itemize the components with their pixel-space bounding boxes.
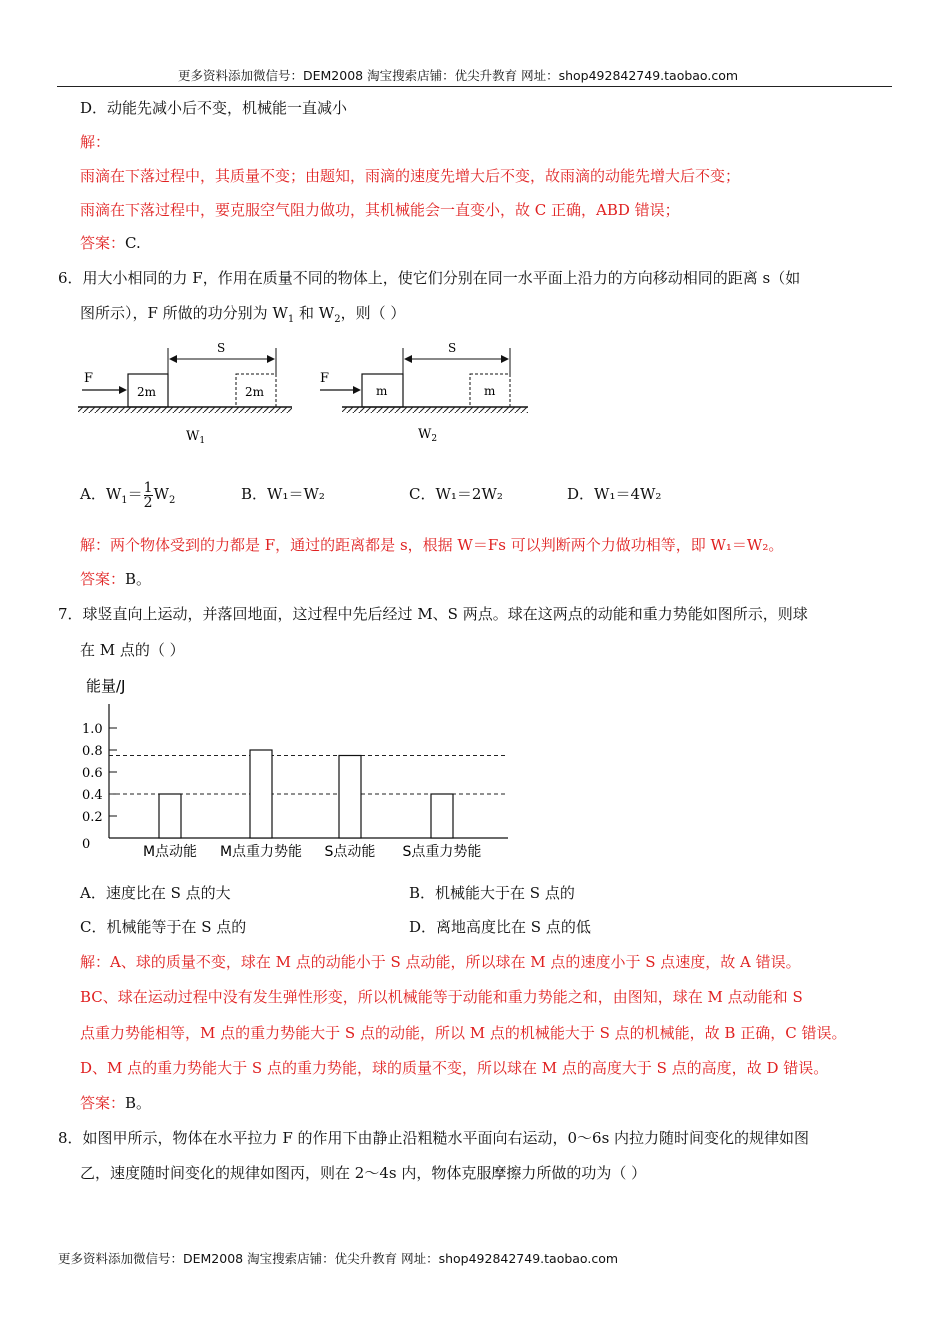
subscript-2: 2 — [169, 495, 176, 506]
ground-hatch — [78, 407, 292, 413]
fraction-numerator: 1 — [143, 479, 153, 496]
block-start-label: m — [376, 384, 388, 398]
q7-option-a: A．速度比在 S 点的大 — [80, 884, 231, 902]
block-end-label: m — [484, 384, 496, 398]
answer-value: B。 — [125, 1094, 152, 1112]
option-a-text: A．W — [80, 485, 122, 503]
force-label: F — [84, 371, 94, 386]
q6-stem-line2 — [80, 303, 405, 330]
category-label: M点重力势能 — [219, 844, 303, 860]
q6-figure-1 — [78, 340, 298, 450]
chart-ylabel: 能量/J — [86, 677, 126, 695]
q7-solution-line4: D、M 点的重力势能大于 S 点的重力势能，球的质量不变，所以球在 M 点的高度大于 S 点的高度，故 D 错误。 — [80, 1059, 829, 1077]
page-header: 更多资料添加微信号：DEM2008 淘宝搜索店铺：优尖升教育 网址：shop492842749.taobao.com — [178, 68, 739, 83]
q6-stem-line1: 6．用大小相同的力 F，作用在质量不同的物体上，使它们分别在同一水平面上沿力的方向移动相同的距离 s（如 — [58, 269, 801, 287]
force-label: F — [320, 371, 330, 386]
bar — [431, 794, 453, 838]
y-tick-label: 1.0 — [82, 722, 103, 737]
category-label: M点动能 — [142, 844, 198, 860]
ground-hatch — [342, 407, 528, 413]
y-tick-label: 0 — [82, 837, 91, 852]
q6-option-b: B．W₁＝W₂ — [241, 485, 325, 503]
q5-option-d: D．动能先减小后不变，机械能一直减小 — [80, 99, 348, 117]
category-label: S点重力势能 — [402, 844, 482, 860]
category-label: S点动能 — [324, 844, 376, 860]
distance-arrowhead-left — [404, 355, 412, 363]
q7-stem-line1: 7．球竖直向上运动，并落回地面，这过程中先后经过 M、S 两点。球在这两点的动能和重力势能如图所示，则球 — [58, 605, 808, 623]
force-arrowhead — [119, 386, 127, 394]
fraction-denominator: 2 — [143, 494, 153, 511]
q7-option-b: B．机械能大于在 S 点的 — [409, 884, 575, 902]
q5-solution-label: 解： — [80, 133, 111, 151]
y-tick-label: 0.2 — [82, 810, 103, 825]
q6-stem-text-b: 和 W — [294, 304, 335, 322]
q6-solution: 解：两个物体受到的力都是 F，通过的距离都是 s，根据 W＝Fs 可以判断两个力做功相等，即 W₁＝W₂。 — [80, 536, 784, 554]
distance-arrowhead-right — [501, 355, 509, 363]
energy-bar-chart — [80, 672, 520, 867]
q7-solution-line2: BC、球在运动过程中没有发生弹性形变，所以机械能等于动能和重力势能之和，由图知，球在 M 点动能和 S — [80, 988, 803, 1006]
q6-answer — [80, 569, 151, 589]
q6-figure-2 — [318, 340, 538, 450]
answer-value: C. — [125, 234, 141, 252]
q7-option-c: C．机械能等于在 S 点的 — [80, 918, 247, 936]
q7-solution-line3: 点重力势能相等，M 点的重力势能大于 S 点的动能，所以 M 点的机械能大于 S 点的机械能，故 B 正确，C 错误。 — [80, 1024, 847, 1042]
q7-option-d: D．离地高度比在 S 点的低 — [409, 918, 591, 936]
distance-label: S — [448, 341, 457, 355]
answer-label: 答案： — [80, 234, 126, 252]
q6-option-d: D．W₁＝4W₂ — [567, 485, 662, 503]
figure-caption: $W_1$ — [186, 429, 206, 446]
fraction-one-half — [144, 481, 153, 510]
q7-answer — [80, 1093, 151, 1113]
y-tick-label: 0.6 — [82, 766, 103, 781]
option-a-eq: ＝ — [127, 485, 143, 503]
figure-caption: $W_2$ — [418, 427, 438, 444]
subscript-2: 2 — [334, 314, 341, 325]
y-tick-label: 0.8 — [82, 744, 103, 759]
bar — [250, 750, 272, 838]
option-a-w2: W — [153, 485, 169, 503]
q5-solution-line1: 雨滴在下落过程中，其质量不变；由题知，雨滴的速度先增大后不变，故雨滴的动能先增大后不变； — [80, 167, 741, 185]
q6-stem-text-a: 图所示），F 所做的功分别为 W — [80, 304, 288, 322]
q8-stem-line1: 8．如图甲所示，物体在水平拉力 F 的作用下由静止沿粗糙水平面向右运动，0～6s 内拉力随时间变化的规律如图 — [58, 1129, 810, 1147]
block-end-label: 2m — [245, 385, 265, 399]
distance-arrowhead-left — [169, 355, 177, 363]
y-tick-label: 0.4 — [82, 788, 103, 803]
q6-stem-text-c: ，则（ ） — [340, 304, 406, 322]
q7-solution-line1: 解：A、球的质量不变，球在 M 点的动能小于 S 点动能，所以球在 M 点的速度小于 S 点速度，故 A 错误。 — [80, 953, 801, 971]
q5-answer — [80, 233, 141, 253]
answer-label: 答案： — [80, 1094, 126, 1112]
answer-value: B。 — [125, 570, 152, 588]
q7-stem-line2: 在 M 点的（ ） — [80, 641, 185, 659]
page-footer: 更多资料添加微信号：DEM2008 淘宝搜索店铺：优尖升教育 网址：shop492842749.taobao.com — [58, 1251, 619, 1266]
header-rule — [57, 86, 892, 87]
q8-stem-line2: 乙，速度随时间变化的规律如图丙，则在 2～4s 内，物体克服摩擦力所做的功为（ ） — [80, 1164, 647, 1182]
q6-option-a — [80, 476, 175, 519]
distance-arrowhead-right — [267, 355, 275, 363]
distance-label: S — [217, 341, 226, 355]
subscript-1: 1 — [121, 495, 128, 506]
force-arrowhead — [353, 386, 361, 394]
bar — [339, 756, 361, 839]
block-start-label: 2m — [137, 385, 157, 399]
q5-solution-line2: 雨滴在下落过程中，要克服空气阻力做功，其机械能会一直变小，故 C 正确，ABD 错误； — [80, 201, 680, 219]
answer-label: 答案： — [80, 570, 126, 588]
subscript-1: 1 — [287, 314, 295, 325]
q6-option-c: C．W₁＝2W₂ — [409, 485, 503, 503]
bar — [159, 794, 181, 838]
